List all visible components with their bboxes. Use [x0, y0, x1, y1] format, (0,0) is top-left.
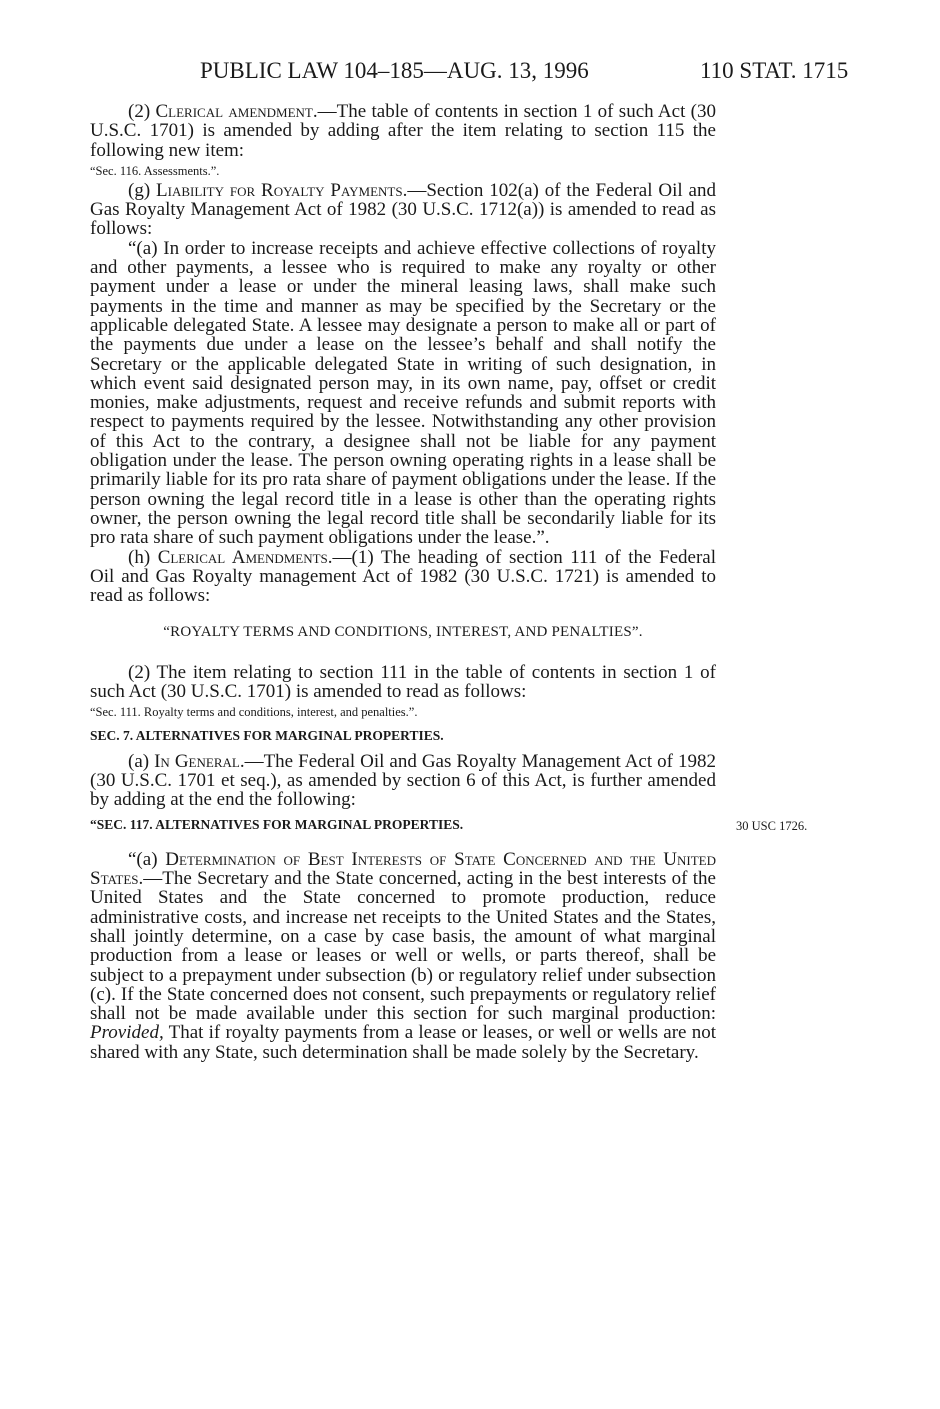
paragraph-liability	[90, 181, 716, 239]
section-117-block	[90, 815, 808, 834]
toc-item-sec-116: “Sec. 116. Assessments.”.	[90, 163, 220, 178]
paragraph-clerical-amendment	[90, 102, 716, 160]
paragraph-text: —The Federal Oil and Gas Royalty Management Act of 1982 (30 U.S.C. 1701 et seq.), as amended by section 6 of this Act, is further amended by adding at the end the following:	[90, 750, 716, 811]
public-law-title: PUBLIC LAW 104–185—AUG. 13, 1996	[200, 58, 589, 83]
paragraph-text-tail: That if royalty payments from a lease or leases, or well or wells are not shared with any State, such determination shall be made solely by the Secretary.	[90, 1022, 716, 1063]
paragraph-heading: In General.	[154, 750, 245, 772]
provided-term: Provided,	[90, 1022, 164, 1044]
paragraph-text: —Section 102(a) of the Federal Oil and Gas Royalty Management Act of 1982 (30 U.S.C. 1712(a)) is amended to read as follows:	[90, 179, 716, 240]
paragraph-heading: Liability for Royalty Payments.	[156, 179, 408, 201]
section-7-heading: SEC. 7. ALTERNATIVES FOR MARGINAL PROPERTIES.	[90, 728, 444, 744]
toc-item-sec-111: “Sec. 111. Royalty terms and conditions, interest, and penalties.”.	[90, 705, 418, 720]
paragraph-label: “(a)	[128, 848, 158, 870]
paragraph-text: —The Secretary and the State concerned, acting in the best interests of the United States and the State concerned to promote production, reduce administrative costs, and increase net receipts to the United States and the States, shall jointly determine, on a case by case basis, the amount of what marginal production from a lease or leases or well or wells, or parts thereof, shall be subject to a prepayment under subsection (b) or regulatory relief under subsection (c). If the State concerned does not consent, such prepayments or regulatory relief shall not be made available under this section for such marginal production:	[90, 868, 716, 1025]
margin-citation: 30 USC 1726.	[736, 818, 808, 833]
paragraph-label: (2)	[128, 101, 151, 122]
paragraph-text: —The table of contents in section 1 of such Act (30 U.S.C. 1701) is amended by adding after the item relating to section 115 the following new item:	[90, 101, 717, 161]
paragraph-label: (g)	[128, 179, 151, 201]
paragraph-heading: Clerical amendment.	[155, 101, 318, 122]
section-111-new-heading: “ROYALTY TERMS AND CONDITIONS, INTEREST, AND PENALTIES”.	[163, 624, 643, 641]
paragraph-text: —(1) The heading of section 111 of the Federal Oil and Gas Royalty management Act of 1982 (30 U.S.C. 1721) is amended to read as follows:	[90, 546, 716, 607]
quoted-subsection-a: “(a) In order to increase receipts and achieve effective collections of royalty and other payments, a lessee who is required to make any royalty or other payment under a lease or under the mineral leasing laws, shall make such payments in the time and manner as may be specified by the Secretary or the applicable delegated State. A lessee may designate a person to make all or part of the payments due under a lease on the lessee’s behalf and shall notify the Secretary or the applicable delegated State in writing of such designation, in which event said designated person may, in its own name, pay, offset or credit monies, make adjustments, request and receive refunds and submit reports with respect to payments required by the lessee. Notwithstanding any other provision of this Act to the contrary, a designee shall not be liable for any payment obligation under the lease. The person owning operating rights in a lease shall be primarily liable for its pro rata share of payment obligations under the lease. If the person owning the legal record title in a lease is other than the operating rights owner, the person owning the legal record title shall be secondarily liable for its pro rata share of such payment obligations under the lease.”.	[90, 237, 716, 549]
paragraph-label: (h)	[128, 546, 151, 568]
paragraph-heading: Determination of Best Interests of State Concerned and the United States.	[90, 848, 716, 890]
paragraph-determination	[90, 850, 716, 1062]
paragraph-heading: Clerical Amendments.	[157, 546, 333, 568]
paragraph-label: (a)	[128, 750, 150, 772]
statute-page-number: 110 STAT. 1715	[700, 58, 849, 83]
paragraph-toc-amendment: (2) The item relating to section 111 in the table of contents in section 1 of such Act (30 U.S.C. 1701) is amended to read as follows:	[90, 661, 716, 703]
paragraph-clerical-amendments	[90, 548, 716, 606]
document-body	[90, 101, 808, 1063]
page-header	[0, 58, 940, 88]
paragraph-in-general	[90, 752, 716, 810]
section-117-heading: “SEC. 117. ALTERNATIVES FOR MARGINAL PROPERTIES.	[90, 816, 464, 832]
